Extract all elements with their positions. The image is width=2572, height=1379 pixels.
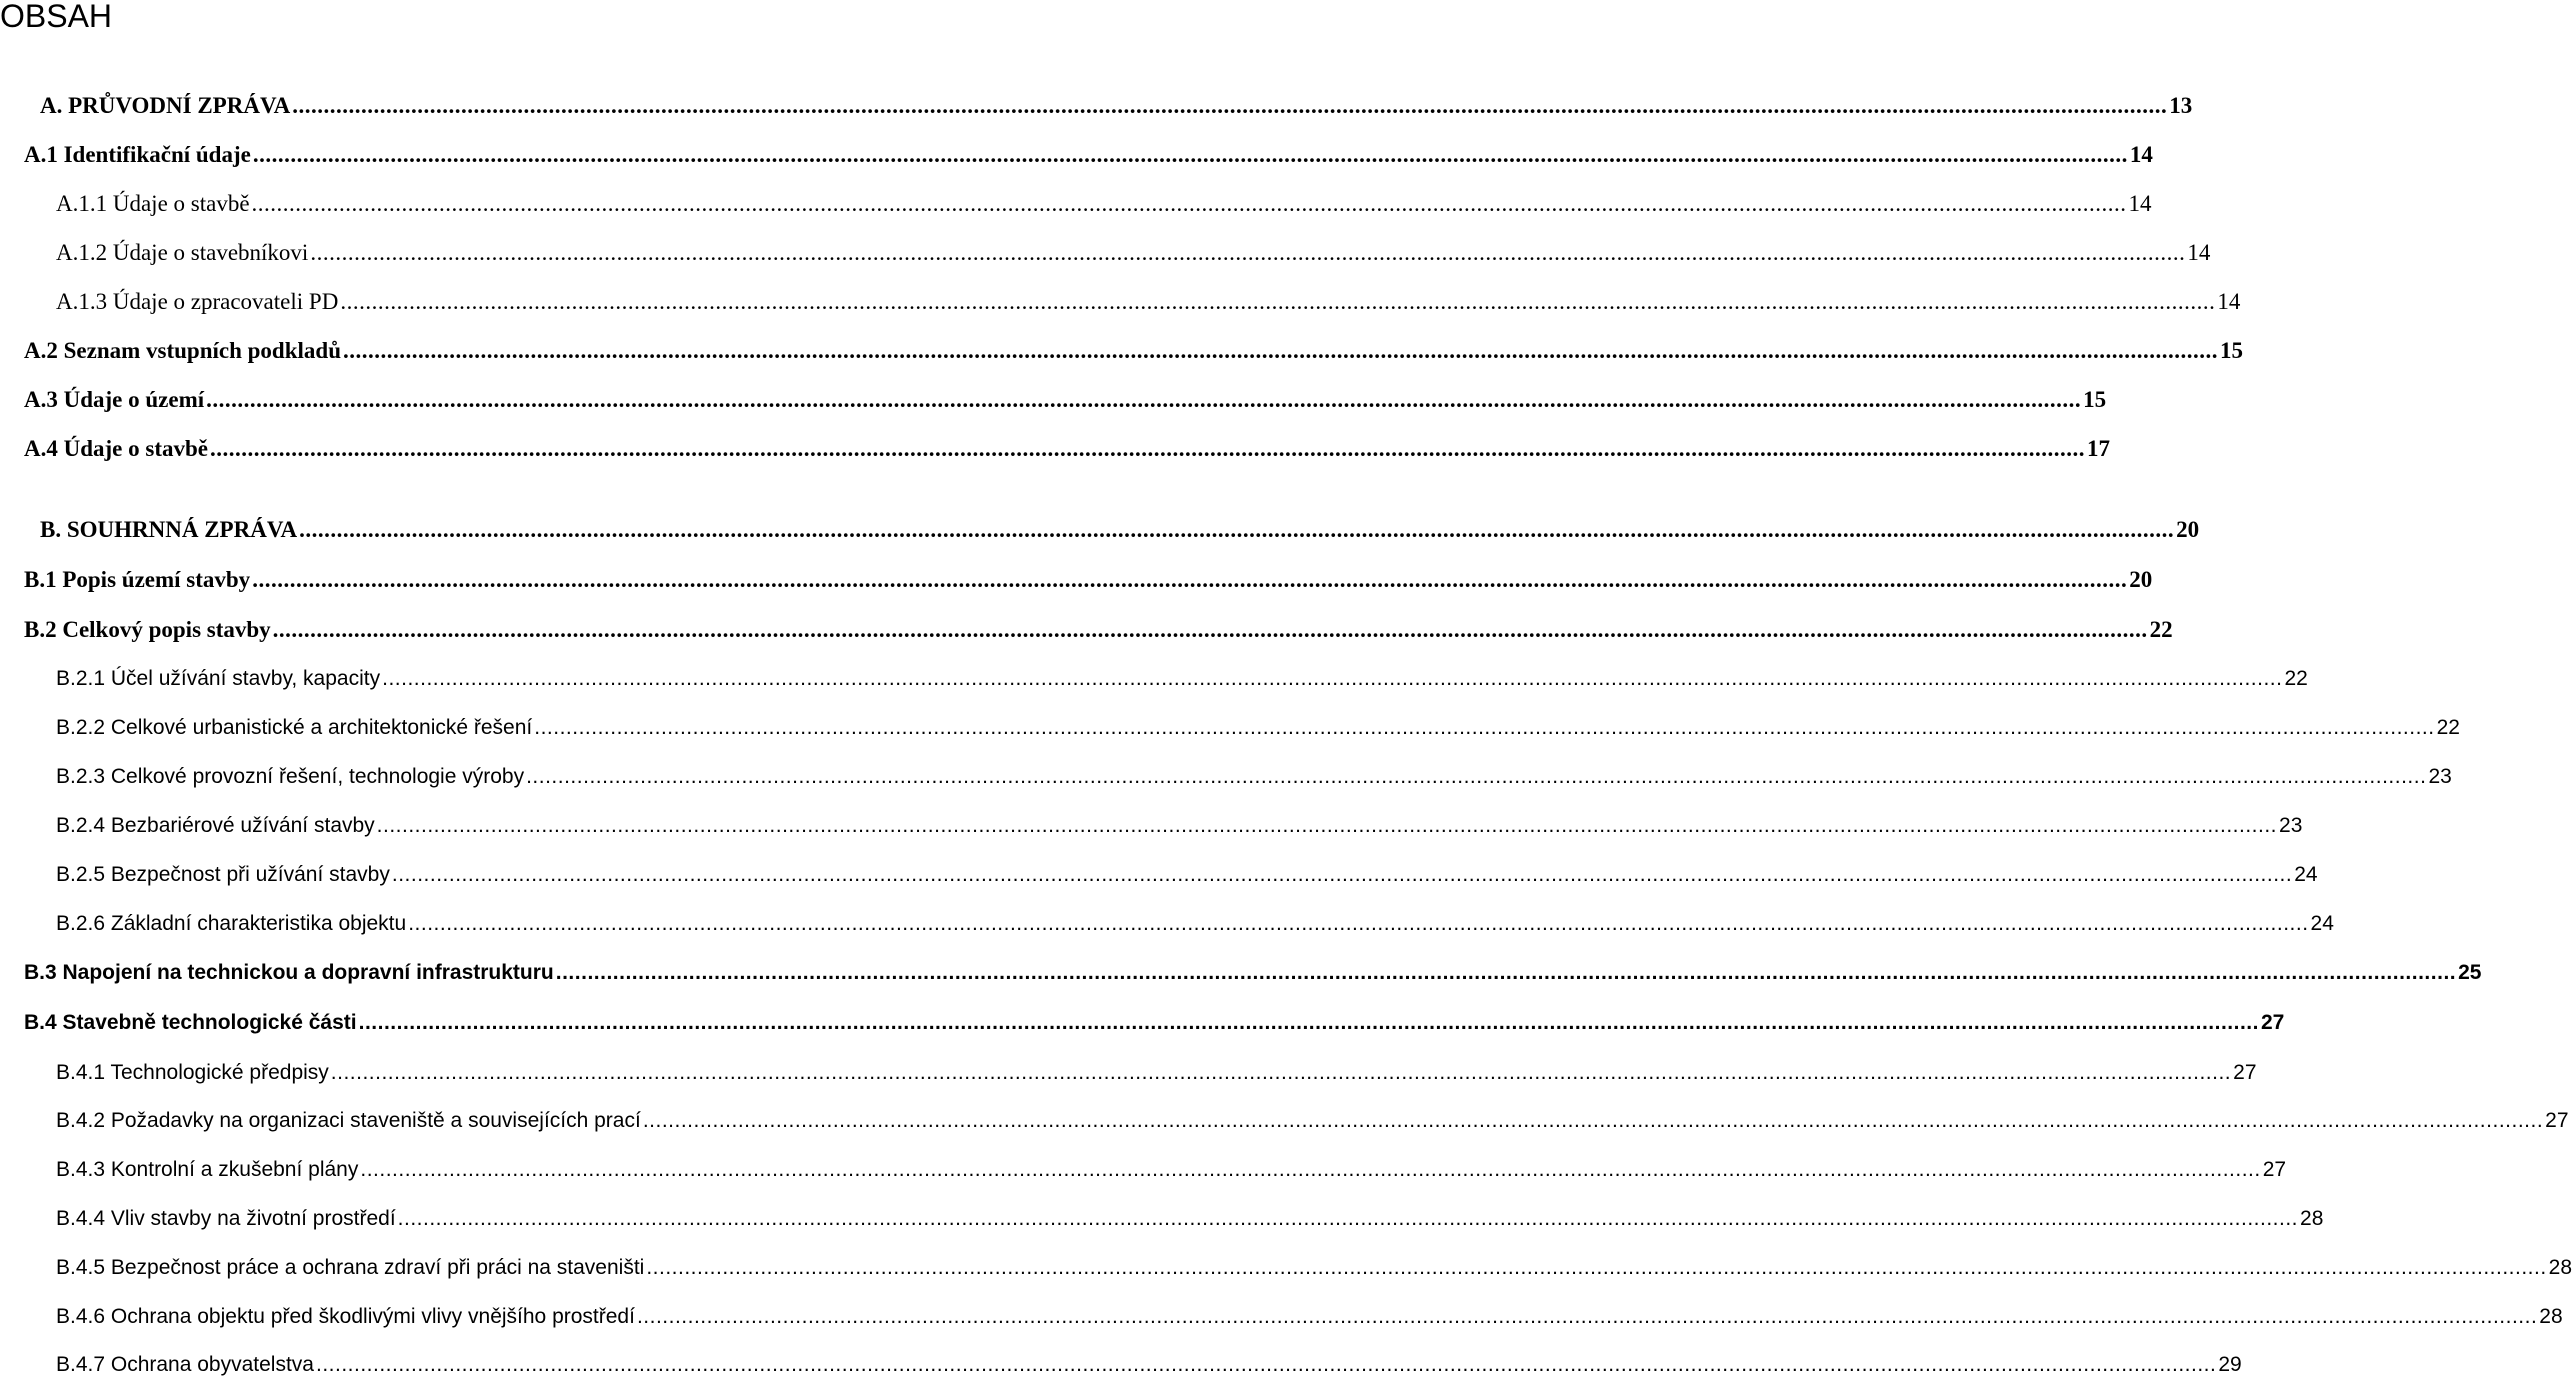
toc-entry[interactable] — [56, 282, 2241, 316]
toc-entry[interactable] — [56, 904, 2334, 938]
toc-dot-leader: ............................................................................................................................................................................................................................................................................................................ — [526, 765, 2427, 788]
toc-entry-title: B.4.3 Kontrolní a zkušební plány — [56, 1158, 359, 1181]
toc-entry-page: 17 — [2087, 436, 2110, 461]
toc-dot-leader: ............................................................................................................................................................................................................................................................................................................ — [376, 814, 2278, 837]
toc-entry-title: B.4.1 Technologické předpisy — [56, 1061, 329, 1084]
toc-dot-leader: ............................................................................................................................................................................................................................................................................................................ — [251, 191, 2127, 216]
toc-entry[interactable] — [56, 1345, 2242, 1379]
toc-dot-leader: ............................................................................................................................................................................................................................................................................................................ — [382, 667, 2283, 690]
toc-entry[interactable] — [56, 1199, 2324, 1233]
toc-entry-title: A. PRŮVODNÍ ZPRÁVA — [40, 93, 291, 118]
toc-dot-leader: ............................................................................................................................................................................................................................................................................................................ — [252, 567, 2128, 592]
toc-entry-page: 27 — [2260, 1011, 2285, 1034]
toc-entry-title: A.2 Seznam vstupních podkladů — [24, 338, 341, 363]
toc-dot-leader: ............................................................................................................................................................................................................................................................................................................ — [636, 1305, 2538, 1328]
toc-entry[interactable] — [56, 708, 2460, 742]
toc-dot-leader: ............................................................................................................................................................................................................................................................................................................ — [299, 517, 2175, 542]
toc-entry-page: 14 — [2187, 240, 2211, 265]
toc-entry-title: B.4.4 Vliv stavby na životní prostředí — [56, 1207, 396, 1230]
toc-entry[interactable] — [56, 1150, 2287, 1184]
toc-dot-leader: ............................................................................................................................................................................................................................................................................................................ — [391, 863, 2293, 886]
toc-entry-page: 20 — [2129, 567, 2153, 592]
toc-entry-title: B.2 Celkový popis stavby — [24, 617, 271, 642]
toc-entry-title: A.1 Identifikační údaje — [24, 142, 251, 167]
toc-entry-title: B.3 Napojení na technickou a dopravní infrastrukturu — [24, 961, 554, 984]
toc-dot-leader: ............................................................................................................................................................................................................................................................................................................ — [397, 1207, 2299, 1230]
toc-dot-leader: ............................................................................................................................................................................................................................................................................................................ — [310, 240, 2186, 265]
toc-entry[interactable] — [40, 86, 2193, 120]
toc-entry-page: 28 — [2539, 1305, 2563, 1328]
toc-dot-leader: ............................................................................................................................................................................................................................................................................................................ — [534, 716, 2435, 739]
toc-entry[interactable] — [24, 331, 2243, 365]
toc-dot-leader: ............................................................................................................................................................................................................................................................................................................ — [210, 436, 2085, 461]
toc-entry-title: A.1.3 Údaje o zpracovateli PD — [56, 289, 339, 314]
toc-entry-page: 23 — [2279, 814, 2303, 837]
toc-entry-page: 27 — [2233, 1061, 2257, 1084]
toc-entry-title: B.4.6 Ochrana objektu před škodlivými vlivy vnějšího prostředí — [56, 1305, 635, 1328]
toc-entry-page: 20 — [2176, 517, 2200, 542]
toc-entry[interactable] — [56, 806, 2303, 840]
toc-entry-title: B.2.4 Bezbariérové užívání stavby — [56, 814, 375, 837]
toc-entry[interactable] — [24, 610, 2173, 644]
toc-entry[interactable] — [56, 233, 2211, 267]
toc-entry-page: 28 — [2548, 1256, 2572, 1279]
toc-entry-page: 22 — [2284, 667, 2308, 690]
toc-entry-page: 27 — [2545, 1109, 2569, 1132]
toc-entry[interactable] — [56, 184, 2152, 218]
toc-entry[interactable] — [24, 1003, 2285, 1037]
toc-entry[interactable] — [24, 380, 2107, 414]
toc-dot-leader: ............................................................................................................................................................................................................................................................................................................ — [330, 1061, 2232, 1084]
toc-entry-page: 22 — [2149, 617, 2173, 642]
toc-entry[interactable] — [24, 429, 2110, 463]
toc-dot-leader: ............................................................................................................................................................................................................................................................................................................ — [206, 387, 2082, 412]
toc-dot-leader: ............................................................................................................................................................................................................................................................................................................ — [340, 289, 2216, 314]
toc-entry-page: 14 — [2128, 191, 2152, 216]
toc-entry-page: 15 — [2220, 338, 2243, 363]
toc-entry-title: B.4.7 Ochrana obyvatelstva — [56, 1353, 314, 1376]
toc-entry-title: B.2.1 Účel užívání stavby, kapacity — [56, 667, 381, 690]
toc-entry[interactable] — [24, 135, 2153, 169]
toc-entry[interactable] — [56, 757, 2452, 791]
toc-entry-title: B.4.5 Bezpečnost práce a ochrana zdraví při práci na staveništi — [56, 1256, 645, 1279]
toc-entry[interactable] — [56, 1101, 2569, 1135]
toc-dot-leader: ............................................................................................................................................................................................................................................................................................................ — [358, 1011, 2259, 1034]
toc-entry-page: 13 — [2169, 93, 2193, 118]
toc-entry-title: B.2.6 Základní charakteristika objektu — [56, 912, 407, 935]
toc-entry-title: B. SOUHRNNÁ ZPRÁVA — [40, 517, 298, 542]
toc-dot-leader: ............................................................................................................................................................................................................................................................................................................ — [315, 1353, 2217, 1376]
toc-entry-title: B.2.2 Celkové urbanistické a architektonické řešení — [56, 716, 533, 739]
toc-entry-title: A.1.1 Údaje o stavbě — [56, 191, 250, 216]
toc-entry-title: B.2.5 Bezpečnost při užívání stavby — [56, 863, 390, 886]
toc-entry[interactable] — [56, 1053, 2257, 1087]
toc-entry[interactable] — [56, 855, 2318, 889]
toc-entry-title: A.4 Údaje o stavbě — [24, 436, 208, 461]
toc-entry-title: B.2.3 Celkové provozní řešení, technologie výroby — [56, 765, 525, 788]
toc-entry[interactable] — [56, 659, 2308, 693]
toc-entry[interactable] — [56, 1248, 2572, 1282]
toc-entry-title: B.1 Popis území stavby — [24, 567, 251, 592]
page-title: OBSAH — [0, 0, 113, 34]
toc-dot-leader: ............................................................................................................................................................................................................................................................................................................ — [292, 93, 2168, 118]
toc-entry-page: 14 — [2217, 289, 2241, 314]
toc-entry[interactable] — [56, 1297, 2563, 1331]
toc-entry[interactable] — [40, 510, 2200, 544]
toc-dot-leader: ............................................................................................................................................................................................................................................................................................................ — [360, 1158, 2261, 1181]
toc-dot-leader: ............................................................................................................................................................................................................................................................................................................ — [646, 1256, 2547, 1279]
toc-dot-leader: ............................................................................................................................................................................................................................................................................................................ — [408, 912, 2309, 935]
toc-entry-page: 24 — [2310, 912, 2334, 935]
toc-entry-page: 28 — [2300, 1207, 2324, 1230]
toc-entry-page: 29 — [2218, 1353, 2242, 1376]
toc-entry[interactable] — [24, 560, 2153, 594]
toc-dot-leader: ............................................................................................................................................................................................................................................................................................................ — [642, 1109, 2544, 1132]
toc-dot-leader: ............................................................................................................................................................................................................................................................................................................ — [252, 142, 2128, 167]
toc-entry-title: B.4 Stavebně technologické části — [24, 1011, 357, 1034]
toc-entry-title: B.4.2 Požadavky na organizaci staveniště a souvisejících prací — [56, 1109, 641, 1132]
toc-entry-page: 23 — [2428, 765, 2452, 788]
toc-entry[interactable] — [24, 953, 2482, 987]
toc-entry-title: A.3 Údaje o území — [24, 387, 205, 412]
toc-entry-page: 14 — [2129, 142, 2153, 167]
toc-dot-leader: ............................................................................................................................................................................................................................................................................................................ — [343, 338, 2218, 363]
toc-entry-title: A.1.2 Údaje o stavebníkovi — [56, 240, 309, 265]
toc-entry-page: 22 — [2436, 716, 2460, 739]
toc-entry-page: 24 — [2294, 863, 2318, 886]
toc-entry-page: 27 — [2262, 1158, 2287, 1181]
toc-entry-page: 25 — [2458, 961, 2482, 984]
toc-dot-leader: ............................................................................................................................................................................................................................................................................................................ — [555, 961, 2457, 984]
toc-dot-leader: ............................................................................................................................................................................................................................................................................................................ — [272, 617, 2148, 642]
toc-entry-page: 15 — [2083, 387, 2107, 412]
